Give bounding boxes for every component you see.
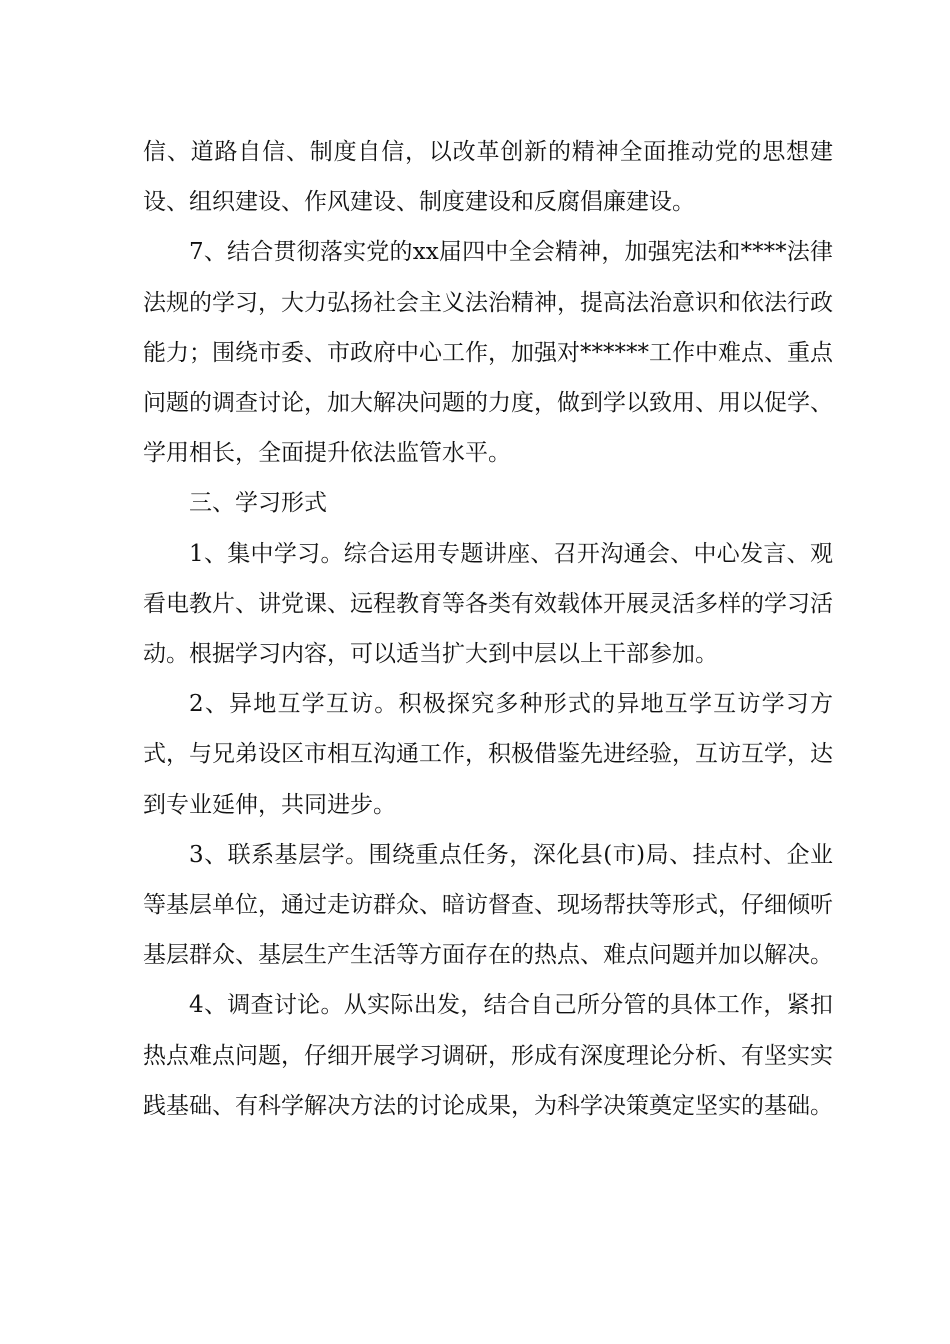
document-body	[143, 127, 833, 1131]
paragraph-item-1: 1、集中学习。综合运用专题讲座、召开沟通会、中心发言、观看电教片、讲党课、远程教育等各类有效载体开展灵活多样的学习活动。根据学习内容，可以适当扩大到中层以上干部参加。	[143, 540, 833, 668]
paragraph-continuation: 信、道路自信、制度自信，以改革创新的精神全面推动党的思想建设、组织建设、作风建设、制度建设和反腐倡廉建设。	[143, 139, 833, 216]
paragraph-item-7: 7、结合贯彻落实党的xx届四中全会精神，加强宪法和****法律法规的学习，大力弘扬社会主义法治精神，提高法治意识和依法行政能力；围绕市委、市政府中心工作，加强对******工作中难点、重点问题的调查讨论，加大解决问题的力度，做到学以致用、用以促学、学用相长，全面提升依法监管水平。	[143, 239, 833, 467]
paragraph-item-2: 2、异地互学互访。积极探究多种形式的异地互学互访学习方式，与兄弟设区市相互沟通工作，积极借鉴先进经验，互访互学，达到专业延伸，共同进步。	[143, 691, 833, 818]
paragraph-item-4: 4、调查讨论。从实际出发，结合自己所分管的具体工作，紧扣热点难点问题，仔细开展学习调研，形成有深度理论分析、有坚实实践基础、有科学解决方法的讨论成果，为科学决策奠定坚实的基础。	[143, 992, 833, 1119]
section-heading-learning-forms: 三、学习形式	[189, 490, 327, 517]
paragraph-item-3: 3、联系基层学。围绕重点任务，深化县(市)局、挂点村、企业等基层单位，通过走访群众、暗访督查、现场帮扶等形式，仔细倾听基层群众、基层生产生活等方面存在的热点、难点问题并加以解决。	[143, 841, 833, 969]
